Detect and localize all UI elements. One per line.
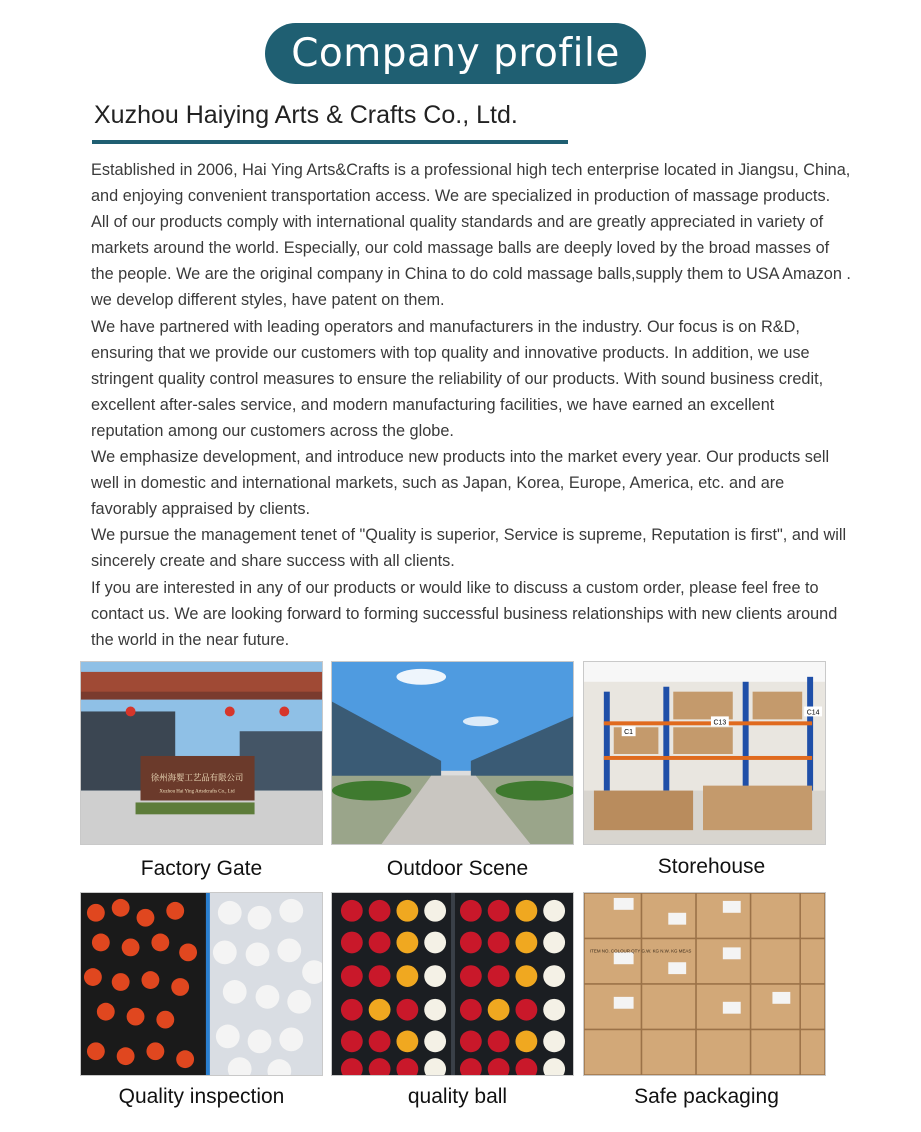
gate-sign-cn: 徐州海婴工艺品有限公司	[150, 772, 244, 783]
company-name: Xuzhou Haiying Arts & Crafts Co., Ltd.	[94, 101, 518, 129]
banner-title: Company profile	[291, 31, 620, 76]
safe-packaging-photo	[583, 892, 826, 1076]
rack-label: C14	[806, 709, 820, 717]
title-underline	[92, 140, 568, 144]
paragraph: We emphasize development, and introduce new products into the market every year. Our products sell well in domestic and international markets, such as Japan, Korea, Europe, America, etc. and are favorably appraised by clients.	[91, 448, 830, 519]
company-profile-banner	[265, 23, 646, 84]
storehouse-photo	[583, 661, 826, 845]
caption-outdoor-scene: Outdoor Scene	[386, 857, 529, 880]
paragraph: We have partnered with leading operators and manufacturers in the industry. Our focus is on R&D, ensuring that we provide our customers with top quality and innovative products. In addition, we use stringent quality control measures to ensure the reliability of our products. With sound business credit, excellent after-sales service, and modern manufacturing facilities, we have earned an excellent reputation among our customers across the globe.	[91, 317, 824, 440]
rack-label: C13	[713, 719, 727, 727]
company-description	[91, 157, 851, 653]
caption-quality-inspection: Quality inspection	[118, 1085, 285, 1108]
box-marking: ITEM NO. COLOUR QTY G.W. KG N.W. KG MEAS	[589, 948, 692, 954]
paragraph: We pursue the management tenet of "Quality is superior, Service is supreme, Reputation is first", and will sincerely create and share success with all clients.	[91, 526, 847, 571]
factory-gate-photo	[80, 661, 323, 845]
caption-storehouse: Storehouse	[657, 855, 766, 878]
quality-ball-photo	[331, 892, 574, 1076]
paragraph: Established in 2006, Hai Ying Arts&Crafts is a professional high tech enterprise located in Jiangsu, China, and enjoying convenient transportation access. We are specialized in production of massage products. All of our products comply with international quality standards and are greatly appreciated in variety of markets around the world. Especially, our cold massage balls are deeply loved by the broad masses of the people. We are the original company in China to do cold massage balls,supply them to USA Amazon . we develop different styles, have patent on them.	[91, 161, 851, 310]
paragraph: If you are interested in any of our products or would like to discuss a custom order, please feel free to contact us. We are looking forward to forming successful business relationships with new clients around the world in the near future.	[91, 578, 838, 649]
outdoor-scene-photo	[331, 661, 574, 845]
rack-label: C1	[624, 729, 634, 737]
caption-safe-packaging: Safe packaging	[634, 1085, 779, 1108]
caption-quality-ball: quality ball	[407, 1085, 508, 1108]
gate-sign-en: Xuzhou Hai Ying Artsdcrafts Co., Ltd	[159, 789, 235, 795]
quality-inspection-photo	[80, 892, 323, 1076]
caption-factory-gate: Factory Gate	[140, 857, 263, 880]
